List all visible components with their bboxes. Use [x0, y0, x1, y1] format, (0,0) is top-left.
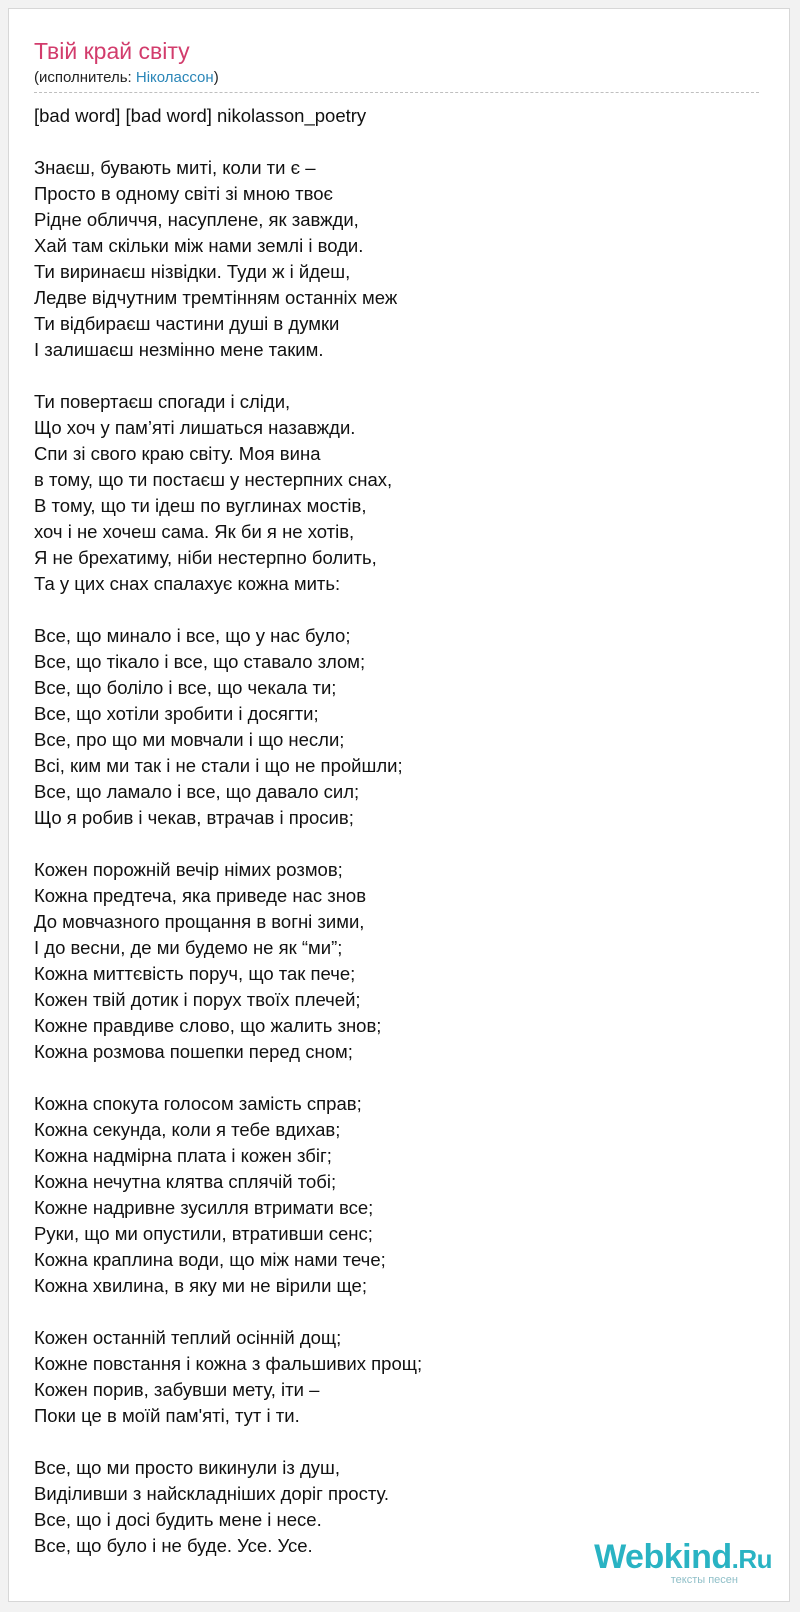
lyric-line: Виділивши з найскладніших доріг просту. [34, 1483, 390, 1504]
lyrics-stanza [34, 1325, 759, 1429]
lyric-line: Кожен порив, забувши мету, іти – [34, 1379, 320, 1400]
lyric-line: До мовчазного прощання в вогні зими, [34, 911, 365, 932]
lyrics-stanza [34, 103, 759, 129]
lyric-line: Кожна розмова пошепки перед сном; [34, 1041, 353, 1062]
lyrics-stanza [34, 155, 759, 363]
lyric-line: Руки, що ми опустили, втративши сенс; [34, 1223, 373, 1244]
stanza-gap [34, 1299, 759, 1325]
stanza-gap [34, 129, 759, 155]
lyric-line: Кожен останній теплий осінній дощ; [34, 1327, 342, 1348]
header-divider [34, 92, 759, 93]
lyric-line: Ти повертаєш спогади і сліди, [34, 391, 291, 412]
watermark-brand: Webkind [594, 1538, 732, 1576]
performer-prefix: (исполнитель: [34, 69, 136, 86]
lyric-line: Кожен твій дотик і порух твоїх плечей; [34, 989, 361, 1010]
site-watermark [594, 1540, 772, 1586]
lyric-line: Кожне правдиве слово, що жалить знов; [34, 1015, 382, 1036]
lyric-line: Кожна секунда, коли я тебе вдихав; [34, 1119, 341, 1140]
watermark-logo [594, 1540, 772, 1576]
lyric-line: Кожне надривне зусилля втримати все; [34, 1197, 374, 1218]
lyric-line: В тому, що ти ідеш по вуглинах мостів, [34, 495, 367, 516]
lyric-line: Все, про що ми мовчали і що несли; [34, 729, 345, 750]
lyric-line: Хай там скільки між нами землі і води. [34, 235, 364, 256]
song-title: Твій край світу [34, 38, 190, 64]
lyric-line: Що хоч у пам’яті лишаться назавжди. [34, 417, 356, 438]
stanza-gap [34, 1429, 759, 1455]
lyric-line: Кожен порожній вечір німих розмов; [34, 859, 343, 880]
stanza-gap [34, 831, 759, 857]
lyric-line: Все, що тікало і все, що ставало злом; [34, 651, 366, 672]
lyric-line: Ти відбираєш частини душі в думки [34, 313, 340, 334]
lyric-line: хоч і не хочеш сама. Як би я не хотів, [34, 521, 355, 542]
lyric-line: Все, що ми просто викинули із душ, [34, 1457, 341, 1478]
lyrics-stanza [34, 857, 759, 1065]
lyric-line: Та у цих снах спалахує кожна мить: [34, 573, 341, 594]
lyric-line: Все, що і досі будить мене і несе. [34, 1509, 322, 1530]
watermark-tld: .Ru [731, 1544, 772, 1574]
lyric-line: Я не брехатиму, ніби нестерпно болить, [34, 547, 377, 568]
lyrics-stanza [34, 389, 759, 597]
stanza-gap [34, 363, 759, 389]
lyric-line: Кожна спокута голосом замість справ; [34, 1093, 362, 1114]
lyric-line: Кожна предтеча, яка приведе нас знов [34, 885, 367, 906]
lyric-line: Рідне обличчя, насуплене, як завжди, [34, 209, 359, 230]
lyric-line: Ледве відчутним тремтінням останніх меж [34, 287, 398, 308]
song-header [34, 36, 759, 93]
stanza-gap [34, 1065, 759, 1091]
lyric-line: Спи зі свого краю світу. Моя вина [34, 443, 321, 464]
lyric-line: Поки це в моїй пам'яті, тут і ти. [34, 1405, 300, 1426]
performer-line [34, 68, 759, 88]
lyric-line: Кожна краплина води, що між нами тече; [34, 1249, 386, 1270]
lyrics-body [34, 103, 759, 1559]
lyric-line: Знаєш, бувають миті, коли ти є – [34, 157, 316, 178]
lyric-line: Просто в одному світі зі мною твоє [34, 183, 333, 204]
lyric-line: Кожна нечутна клятва сплячій тобі; [34, 1171, 337, 1192]
lyric-line: Все, що хотіли зробити і досягти; [34, 703, 319, 724]
lyric-line: Кожна миттєвість поруч, що так пече; [34, 963, 356, 984]
stanza-gap [34, 597, 759, 623]
lyric-line: Що я робив і чекав, втрачав і просив; [34, 807, 354, 828]
lyric-line: Всі, ким ми так і не стали і що не пройшли; [34, 755, 403, 776]
lyric-line: Кожне повстання і кожна з фальшивих прощ; [34, 1353, 423, 1374]
watermark-tagline: тексты песен [670, 1574, 738, 1586]
performer-link[interactable]: Ніколассон [135, 69, 214, 86]
lyric-line: Кожна хвилина, в яку ми не вірили ще; [34, 1275, 367, 1296]
lyric-line: І залишаєш незмінно мене таким. [34, 339, 324, 360]
lyric-line: Все, що ламало і все, що давало сил; [34, 781, 360, 802]
performer-suffix: ) [213, 69, 219, 86]
lyric-line: Ти виринаєш нізвідки. Туди ж і йдеш, [34, 261, 351, 282]
lyric-line: Все, що минало і все, що у нас було; [34, 625, 351, 646]
lyric-line: [bad word] [bad word] nikolasson_poetry [34, 105, 367, 126]
lyrics-stanza [34, 623, 759, 831]
lyric-line: Все, що боліло і все, що чекала ти; [34, 677, 337, 698]
lyric-line: Все, що було і не буде. Усе. Усе. [34, 1535, 313, 1556]
lyrics-stanza [34, 1091, 759, 1299]
lyric-line: І до весни, де ми будемо не як “ми”; [34, 937, 343, 958]
lyric-line: Кожна надмірна плата і кожен збіг; [34, 1145, 332, 1166]
lyric-line: в тому, що ти постаєш у нестерпних снах, [34, 469, 393, 490]
